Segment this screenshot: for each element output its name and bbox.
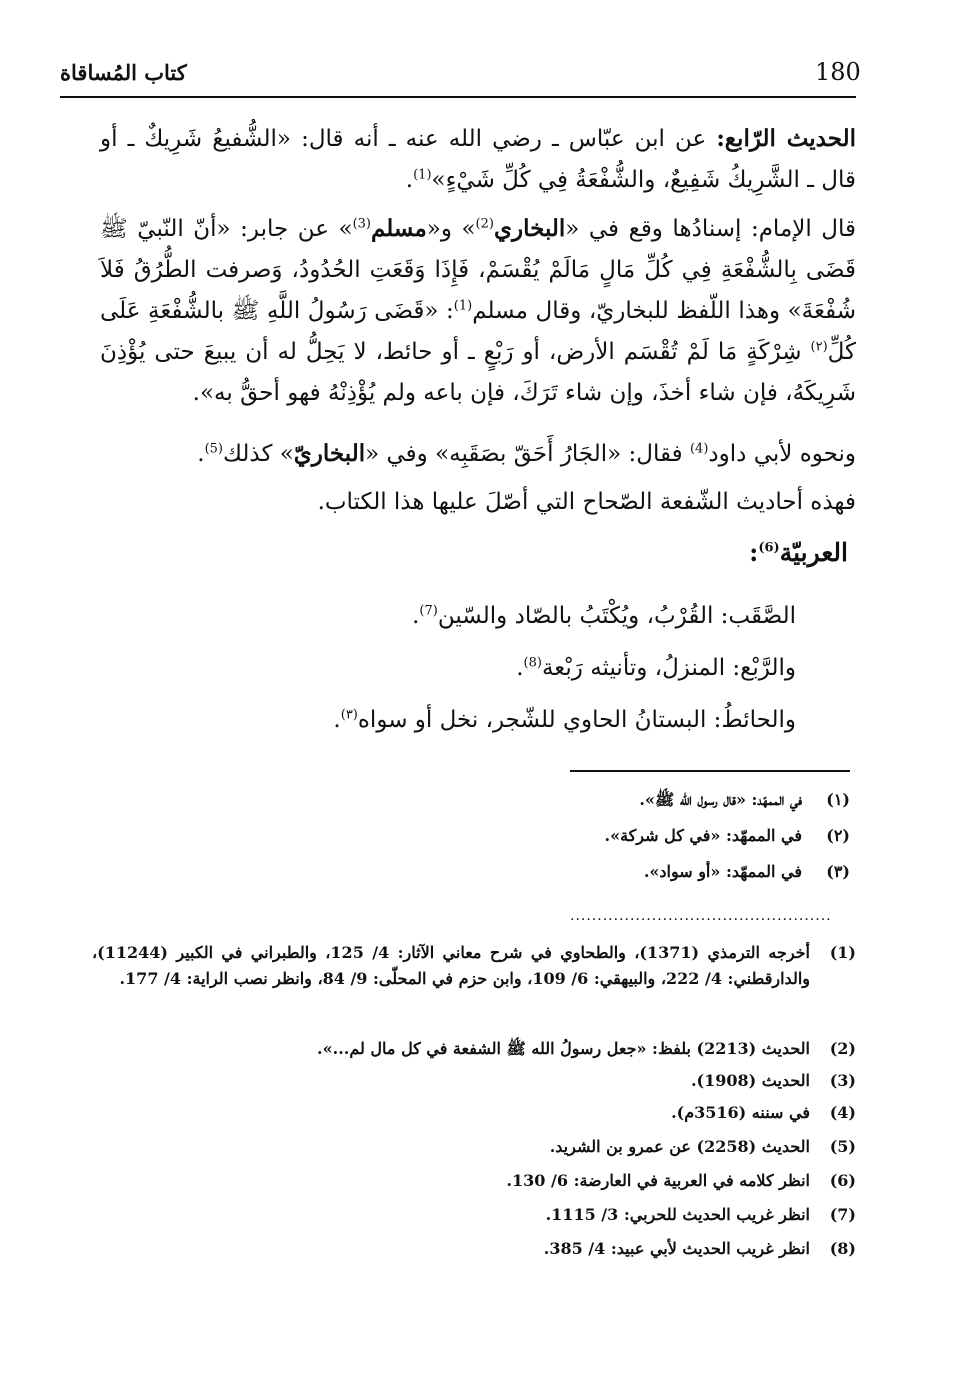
- hadith-four-paragraph: [100, 118, 856, 201]
- reference-note: [80, 1036, 856, 1062]
- reference-number: (6): [829, 1171, 856, 1190]
- editor-note-ref: (٢): [810, 339, 828, 355]
- vocab-entry: [100, 596, 796, 636]
- editor-note-text: في الممهّد: «في كل شركة».: [604, 826, 802, 845]
- vocab-text: والحائطُ: البستانُ الحاوي للشّجر، نخل أو سواه: [357, 707, 796, 733]
- reference-number: (3): [829, 1071, 856, 1090]
- footnote-ref: (8): [523, 655, 542, 671]
- reference-note: [80, 1168, 856, 1194]
- editor-note-text: في الممهّد: «أو سواد».: [643, 862, 802, 881]
- imam-conjunction: » و«: [426, 216, 476, 242]
- editor-note-number: (٢): [826, 826, 850, 845]
- reference-number: (8): [829, 1239, 856, 1258]
- period: .: [405, 167, 414, 193]
- editor-note-number: (٣): [826, 862, 850, 881]
- page-number: 180: [815, 58, 861, 86]
- reference-text: الحديث (2213) بلفظ: «جعل رسولُ الله ﷺ الشفعة في كل مال لم...».: [317, 1039, 810, 1058]
- editor-note-number: (١): [826, 790, 850, 809]
- period: .: [197, 441, 205, 467]
- footnote-ref: (2): [475, 216, 494, 232]
- summary-paragraph: [100, 482, 856, 523]
- reference-note: [80, 940, 856, 992]
- abu-dawud-text-1: ونحوه لأبي داود: [708, 441, 856, 467]
- heading-text: العربيّة: [779, 538, 848, 567]
- summary-text: فهذه أحاديث الشّفعة الصّحاح التي أصّلَ عليها هذا الكتاب.: [317, 489, 856, 515]
- reference-text: الحديث (2258) عن عمرو بن الشريد.: [549, 1137, 810, 1156]
- hadith-text: عن ابن عبّاس ـ رضي الله عنه ـ أنه قال: «الشُّفيعُ شَرِيكٌ ـ أو قال ـ الشَّرِيكُ شَفِيعٌ، والشُّفْعَةُ فِي كُلِّ شَيْءٍ»: [100, 126, 856, 193]
- reference-text: في سننه (3516م).: [671, 1103, 810, 1122]
- editor-note-text: في الممهّد: «قال رسول الله ﷺ».: [639, 790, 802, 809]
- header-rule: [60, 96, 856, 98]
- reference-text: انظر غريب الحديث للحربي: 3/ 1115.: [545, 1205, 810, 1224]
- reference-number: (7): [829, 1205, 856, 1224]
- hadith-label: الحديث الرّابع:: [716, 125, 856, 152]
- reference-number: (1): [829, 943, 856, 962]
- heading-colon: :: [749, 538, 759, 567]
- reference-note: [80, 1100, 856, 1126]
- vocab-text: والرَّبْع: المنزلُ، وتأنيثه رَبْعة: [541, 655, 796, 681]
- imam-paragraph: [100, 208, 856, 414]
- footnote-ref: (4): [689, 441, 709, 457]
- imam-text-2: » عن جابر: «أنّ النّبيّ ﷺ قَضَى بِالشُّفْعَةِ فِي كُلِّ مَالٍ مَالَمْ يُقْسَمْ، فَإِذَا وَقَعَتِ الحُدُودُ، وَصرفت الطُّرُقُ فَلاَ شُفْعَةَ» وهذا اللّفظ للبخاريّ، وقال مسلم: [100, 216, 856, 324]
- reference-text: أخرجه الترمذي (1371)، والطحاوي في شرح معاني الآثار: 4/ 125، والطبراني في الكبير (11244)، والدارقطني: 4/ 222، والبيهقي: 6/ 109، وابن حزم في المحلّى: 9/ 84، وانظر نصب الراية: 4/ 177.: [92, 943, 810, 988]
- source-bukhari: البخاريّ: [293, 440, 366, 467]
- abu-dawud-paragraph: [100, 433, 856, 475]
- period: .: [333, 707, 341, 733]
- reference-text: الحديث (1908).: [690, 1071, 810, 1090]
- editor-note-ref: (٣): [340, 707, 358, 723]
- reference-number: (4): [829, 1103, 856, 1122]
- reference-note: [80, 1202, 856, 1228]
- source-bukhari: البخاري: [493, 215, 566, 242]
- abu-dawud-text-2: فقال: «الجَارُ أَحَقّ بصَقَبِه» وفي «: [365, 441, 690, 467]
- footnote-rule: [570, 770, 850, 772]
- footnote-ref: (3): [352, 216, 371, 232]
- reference-note: [80, 1236, 856, 1262]
- editor-note: [605, 824, 850, 848]
- period: .: [412, 603, 420, 629]
- footnote-ref: (6): [758, 540, 780, 556]
- imam-text-1: قال الإمام: إسنادُها وقع في «: [565, 216, 857, 242]
- vocab-entry: [100, 648, 796, 688]
- source-muslim: مسلم: [371, 215, 427, 242]
- footnote-ref: (1): [413, 167, 432, 183]
- footnote-ref: (1): [453, 298, 473, 314]
- footnote-ref: (7): [419, 603, 438, 619]
- footnote-ref: (5): [204, 441, 223, 457]
- dotted-separator: ................................................: [570, 908, 832, 924]
- page-header: [60, 58, 861, 94]
- editor-note: [639, 788, 850, 812]
- editor-note: [644, 860, 850, 884]
- vocab-text: الصَّقَب: القُرْبُ، ويُكْتَبُ بالصّاد والسّين: [437, 603, 796, 629]
- reference-number: (2): [829, 1039, 856, 1058]
- reference-number: (5): [829, 1137, 856, 1156]
- reference-text: انظر كلامه في العربية في العارضة: 6/ 130.: [506, 1171, 810, 1190]
- section-heading: [100, 538, 848, 567]
- imam-text-3: : «قَضَى رَسُولُ اللَّهِ ﷺ بالشُّفْعَةِ عَلَى كُلِّ: [100, 298, 857, 365]
- imam-text-4: شِرْكَةٍ مَا لَمْ تُقْسَم الأرض، أو رَبْعٍ ـ أو حائط، لا يَحِلُّ له أن يبيعَ حتى يُؤْذِنَ شَرِيكَهُ، فإن شاء أخذَ، وإن شاء تَرَكَ، فإن باعه ولم يُؤْذِنْهُ فهو أحقُّ به».: [100, 339, 856, 406]
- reference-note: [80, 1134, 856, 1160]
- abu-dawud-text-3: » كذلك: [223, 441, 294, 467]
- reference-note: [80, 1068, 856, 1094]
- vocab-entry: [100, 700, 796, 740]
- period: .: [516, 655, 524, 681]
- running-title: كتاب المُساقاة: [60, 60, 187, 85]
- reference-text: انظر غريب الحديث لأبي عبيد: 4/ 385.: [543, 1239, 810, 1258]
